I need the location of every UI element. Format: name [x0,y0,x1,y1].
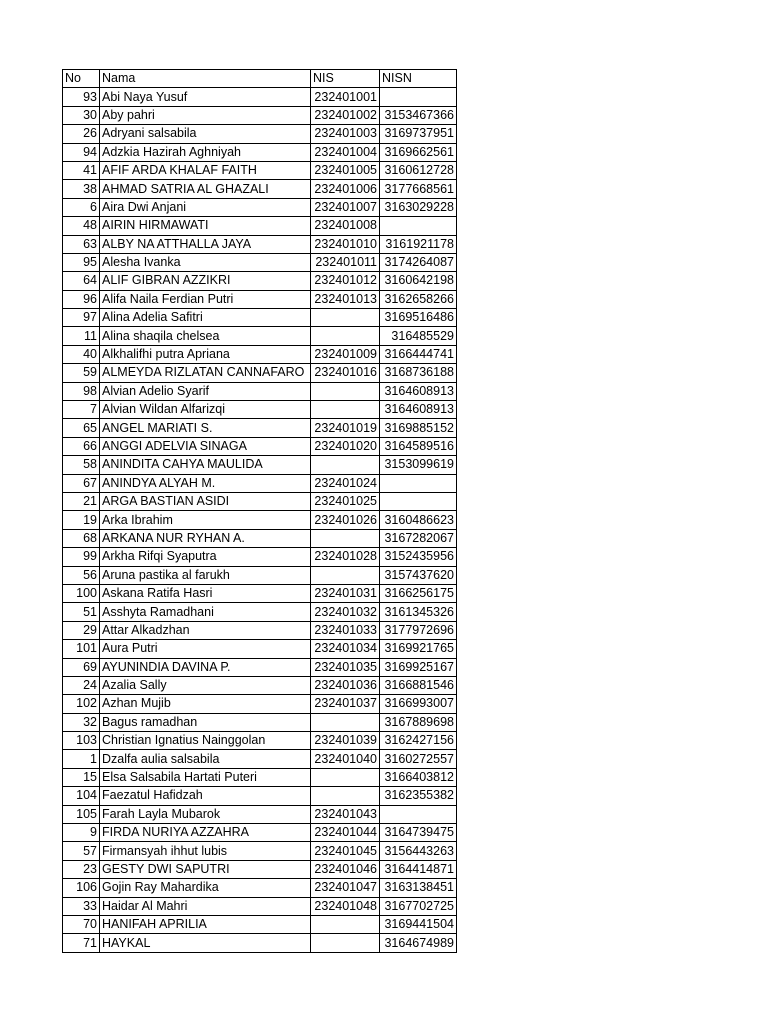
cell-nis: 232401045 [311,842,380,860]
header-row [63,70,457,88]
cell-nis: 232401003 [311,125,380,143]
table-row [63,640,457,658]
cell-nis: 232401047 [311,879,380,897]
table-row [63,327,457,345]
cell-no: 48 [63,217,100,235]
table-row [63,401,457,419]
table-row [63,290,457,308]
cell-nama: FIRDA NURIYA AZZAHRA [100,824,311,842]
table-row [63,603,457,621]
cell-nama: ARKANA NUR RYHAN A. [100,529,311,547]
cell-nisn: 3163029228 [380,198,457,216]
cell-nis: 232401006 [311,180,380,198]
cell-nisn: 3166881546 [380,676,457,694]
cell-no: 1 [63,750,100,768]
cell-nama: AYUNINDIA DAVINA P. [100,658,311,676]
table-row [63,915,457,933]
cell-no: 40 [63,345,100,363]
cell-nis [311,713,380,731]
cell-no: 59 [63,364,100,382]
cell-nisn: 3160486623 [380,511,457,529]
cell-nis [311,529,380,547]
cell-nisn: 3164739475 [380,824,457,842]
table-row [63,805,457,823]
cell-nama: Farah Layla Mubarok [100,805,311,823]
cell-nama: Arka Ibrahim [100,511,311,529]
table-row [63,824,457,842]
cell-no: 94 [63,143,100,161]
table-row [63,511,457,529]
cell-nisn: 3166403812 [380,768,457,786]
cell-nama: Aby pahri [100,106,311,124]
cell-nis: 232401028 [311,548,380,566]
cell-nis: 232401033 [311,621,380,639]
cell-nisn: 3177668561 [380,180,457,198]
cell-nis: 232401004 [311,143,380,161]
cell-nisn: 3162355382 [380,787,457,805]
cell-nisn: 3169885152 [380,419,457,437]
cell-nama: Alvian Adelio Syarif [100,382,311,400]
cell-nama: Firmansyah ihhut lubis [100,842,311,860]
cell-no: 64 [63,272,100,290]
cell-nama: Askana Ratifa Hasri [100,584,311,602]
table-row [63,750,457,768]
cell-nisn: 3157437620 [380,566,457,584]
cell-nisn: 3160612728 [380,161,457,179]
cell-nisn: 3168736188 [380,364,457,382]
table-row [63,474,457,492]
cell-no: 100 [63,584,100,602]
cell-nama: Alvian Wildan Alfarizqi [100,401,311,419]
cell-nisn: 3164589516 [380,437,457,455]
cell-nisn: 3162658266 [380,290,457,308]
cell-no: 71 [63,934,100,952]
cell-nisn: 316485529 [380,327,457,345]
cell-nis: 232401025 [311,492,380,510]
cell-no: 103 [63,732,100,750]
cell-nis [311,327,380,345]
cell-nama: Azalia Sally [100,676,311,694]
table-row [63,897,457,915]
cell-nisn: 3164674989 [380,934,457,952]
table-row [63,548,457,566]
cell-nis: 232401009 [311,345,380,363]
cell-nis: 232401016 [311,364,380,382]
cell-nama: Aura Putri [100,640,311,658]
table-row [63,787,457,805]
cell-nisn [380,805,457,823]
cell-no: 32 [63,713,100,731]
table-row [63,492,457,510]
table-row [63,584,457,602]
cell-nis [311,934,380,952]
cell-nama: Christian Ignatius Nainggolan [100,732,311,750]
cell-nis: 232401032 [311,603,380,621]
table-row [63,125,457,143]
cell-nama: Alifa Naila Ferdian Putri [100,290,311,308]
cell-nis: 232401020 [311,437,380,455]
cell-nisn: 3169662561 [380,143,457,161]
table-row [63,437,457,455]
cell-nisn [380,474,457,492]
cell-no: 38 [63,180,100,198]
cell-no: 24 [63,676,100,694]
cell-nisn: 3167889698 [380,713,457,731]
cell-no: 51 [63,603,100,621]
table-row [63,695,457,713]
cell-no: 99 [63,548,100,566]
table-row [63,180,457,198]
header-no: No [63,70,100,88]
cell-nama: ANGEL MARIATI S. [100,419,311,437]
cell-no: 29 [63,621,100,639]
table-row [63,161,457,179]
cell-nis: 232401001 [311,88,380,106]
cell-nis: 232401037 [311,695,380,713]
table-row [63,88,457,106]
cell-nisn: 3169737951 [380,125,457,143]
cell-nisn: 3153467366 [380,106,457,124]
table-row [63,106,457,124]
cell-nisn: 3160272557 [380,750,457,768]
cell-nama: Abi Naya Yusuf [100,88,311,106]
cell-nisn: 3169925167 [380,658,457,676]
cell-no: 66 [63,437,100,455]
cell-nama: Arkha Rifqi Syaputra [100,548,311,566]
cell-nisn: 3166256175 [380,584,457,602]
cell-nis: 232401013 [311,290,380,308]
header-nisn: NISN [380,70,457,88]
cell-nama: GESTY DWI SAPUTRI [100,860,311,878]
cell-nisn: 3167282067 [380,529,457,547]
cell-nama: ALBY NA ATTHALLA JAYA [100,235,311,253]
cell-no: 104 [63,787,100,805]
table-row [63,272,457,290]
cell-no: 21 [63,492,100,510]
cell-nama: Gojin Ray Mahardika [100,879,311,897]
cell-nama: ARGA BASTIAN ASIDI [100,492,311,510]
table-row [63,529,457,547]
cell-nama: Attar Alkadzhan [100,621,311,639]
cell-no: 95 [63,253,100,271]
cell-nama: Bagus ramadhan [100,713,311,731]
table-row [63,235,457,253]
cell-nama: Alkhalifhi putra Apriana [100,345,311,363]
cell-no: 70 [63,915,100,933]
cell-nisn [380,217,457,235]
cell-nisn: 3164414871 [380,860,457,878]
cell-nama: ANINDYA ALYAH M. [100,474,311,492]
cell-no: 19 [63,511,100,529]
cell-nama: Azhan Mujib [100,695,311,713]
cell-nama: HAYKAL [100,934,311,952]
cell-nisn: 3167702725 [380,897,457,915]
cell-nisn: 3166444741 [380,345,457,363]
cell-no: 98 [63,382,100,400]
table-row [63,713,457,731]
table-row [63,879,457,897]
student-table [62,69,457,953]
cell-nis: 232401019 [311,419,380,437]
cell-nisn: 3164608913 [380,401,457,419]
cell-no: 63 [63,235,100,253]
cell-nama: AHMAD SATRIA AL GHAZALI [100,180,311,198]
cell-no: 7 [63,401,100,419]
cell-nisn: 3177972696 [380,621,457,639]
cell-nis: 232401007 [311,198,380,216]
cell-nama: Faezatul Hafidzah [100,787,311,805]
cell-nama: Aira Dwi Anjani [100,198,311,216]
cell-nama: AFIF ARDA KHALAF FAITH [100,161,311,179]
cell-nisn: 3161345326 [380,603,457,621]
cell-no: 105 [63,805,100,823]
table-row [63,842,457,860]
cell-nisn: 3174264087 [380,253,457,271]
cell-nama: HANIFAH APRILIA [100,915,311,933]
cell-no: 57 [63,842,100,860]
cell-nama: ANINDITA CAHYA MAULIDA [100,456,311,474]
cell-nis: 232401040 [311,750,380,768]
cell-no: 65 [63,419,100,437]
cell-nis: 232401011 [311,253,380,271]
cell-nis: 232401012 [311,272,380,290]
table-row [63,309,457,327]
cell-no: 26 [63,125,100,143]
cell-nis: 232401002 [311,106,380,124]
cell-nis: 232401046 [311,860,380,878]
cell-nis: 232401005 [311,161,380,179]
cell-nama: AIRIN HIRMAWATI [100,217,311,235]
table-row [63,143,457,161]
table-row [63,419,457,437]
cell-nis: 232401043 [311,805,380,823]
cell-nisn: 3161921178 [380,235,457,253]
cell-nisn: 3162427156 [380,732,457,750]
cell-nis: 232401036 [311,676,380,694]
table-row [63,768,457,786]
cell-nisn [380,492,457,510]
cell-nis: 232401034 [311,640,380,658]
table-row [63,934,457,952]
cell-no: 96 [63,290,100,308]
cell-nama: Dzalfa aulia salsabila [100,750,311,768]
cell-no: 102 [63,695,100,713]
cell-nis: 232401048 [311,897,380,915]
cell-nis [311,566,380,584]
cell-nis: 232401039 [311,732,380,750]
cell-no: 56 [63,566,100,584]
cell-no: 9 [63,824,100,842]
cell-nis [311,456,380,474]
cell-nama: Haidar Al Mahri [100,897,311,915]
header-nis: NIS [311,70,380,88]
cell-nis: 232401010 [311,235,380,253]
cell-nis: 232401008 [311,217,380,235]
table-row [63,621,457,639]
cell-no: 67 [63,474,100,492]
cell-nisn: 3164608913 [380,382,457,400]
cell-nis [311,309,380,327]
table-body [63,88,457,952]
table-row [63,732,457,750]
table-row [63,253,457,271]
cell-no: 33 [63,897,100,915]
cell-no: 106 [63,879,100,897]
table-row [63,364,457,382]
cell-nisn [380,88,457,106]
cell-no: 11 [63,327,100,345]
cell-no: 93 [63,88,100,106]
cell-nisn: 3169441504 [380,915,457,933]
cell-nis [311,382,380,400]
cell-nama: ALMEYDA RIZLATAN CANNAFARO [100,364,311,382]
cell-nis: 232401024 [311,474,380,492]
cell-no: 15 [63,768,100,786]
table-row [63,345,457,363]
cell-nisn: 3156443263 [380,842,457,860]
cell-nisn: 3153099619 [380,456,457,474]
cell-no: 69 [63,658,100,676]
cell-nisn: 3160642198 [380,272,457,290]
table-row [63,676,457,694]
cell-nisn: 3169921765 [380,640,457,658]
cell-nama: Adzkia Hazirah Aghniyah [100,143,311,161]
cell-nama: ANGGI ADELVIA SINAGA [100,437,311,455]
cell-nama: Adryani salsabila [100,125,311,143]
table-row [63,456,457,474]
cell-nis [311,915,380,933]
cell-nama: Alesha Ivanka [100,253,311,271]
table-row [63,382,457,400]
table-row [63,658,457,676]
header-nama: Nama [100,70,311,88]
cell-no: 6 [63,198,100,216]
cell-nama: Asshyta Ramadhani [100,603,311,621]
cell-nis: 232401031 [311,584,380,602]
cell-no: 41 [63,161,100,179]
table-row [63,217,457,235]
cell-nis: 232401035 [311,658,380,676]
table-row [63,198,457,216]
cell-nisn: 3152435956 [380,548,457,566]
cell-nama: Aruna pastika al farukh [100,566,311,584]
cell-nisn: 3163138451 [380,879,457,897]
cell-nis [311,401,380,419]
table-row [63,566,457,584]
cell-no: 58 [63,456,100,474]
cell-nisn: 3169516486 [380,309,457,327]
cell-nama: Alina Adelia Safitri [100,309,311,327]
cell-nis [311,768,380,786]
cell-nis [311,787,380,805]
cell-nis: 232401026 [311,511,380,529]
cell-nama: ALIF GIBRAN AZZIKRI [100,272,311,290]
cell-nis: 232401044 [311,824,380,842]
cell-no: 30 [63,106,100,124]
cell-no: 101 [63,640,100,658]
cell-nisn: 3166993007 [380,695,457,713]
cell-nama: Alina shaqila chelsea [100,327,311,345]
cell-no: 68 [63,529,100,547]
cell-no: 97 [63,309,100,327]
table-row [63,860,457,878]
cell-no: 23 [63,860,100,878]
cell-nama: Elsa Salsabila Hartati Puteri [100,768,311,786]
